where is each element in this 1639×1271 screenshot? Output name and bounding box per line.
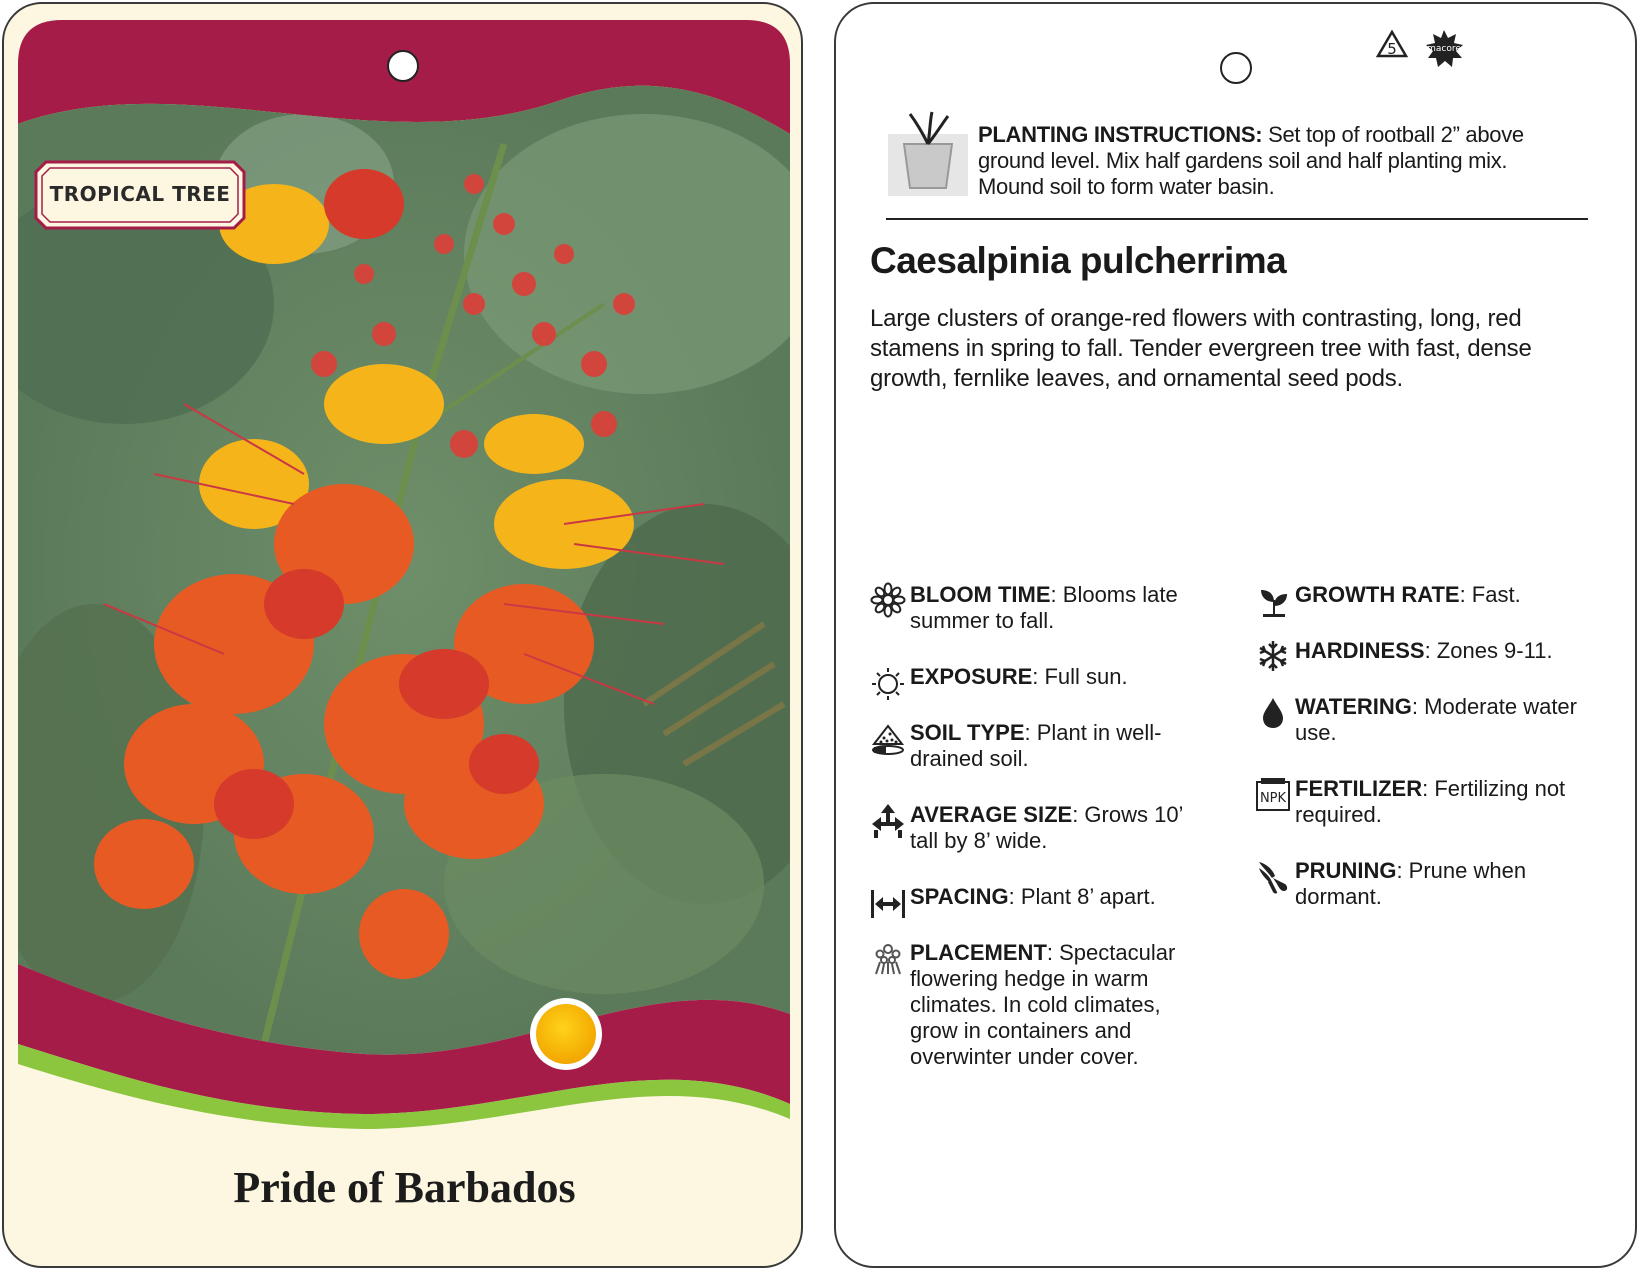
svg-text:5: 5 <box>1387 40 1397 58</box>
planting-text: Set top of rootball 2” above ground level. Mix half gardens soil and half planting mix. Mound soil to form water basin. <box>978 122 1524 199</box>
attribute-fertilizer: NPK FERTILIZER: Fertilizing not required. <box>1295 776 1615 828</box>
sun-exposure-icon <box>528 996 604 1072</box>
common-name: Pride of Barbados <box>233 1163 576 1212</box>
npk-icon <box>1255 776 1291 812</box>
plant-tag-front <box>2 2 803 1268</box>
botanical-name: Caesalpinia pulcherrima <box>870 240 1287 281</box>
planting-label: PLANTING INSTRUCTIONS: <box>978 122 1263 147</box>
category-label: TROPICAL TREE <box>49 182 231 206</box>
spacing-icon <box>870 884 906 920</box>
attribute-bloom-time: BLOOM TIME: Blooms late summer to fall. <box>910 582 1210 634</box>
svg-text:NPK: NPK <box>1259 791 1287 806</box>
water-drop-icon <box>1255 694 1291 730</box>
planting-instructions <box>978 122 1578 200</box>
placement-icon <box>870 940 906 976</box>
sun-icon <box>870 664 906 700</box>
plant-description: Large clusters of orange-red flowers with contrasting, long, red stamens in spring to fall. Tender evergreen tree with fast, dense growth, fernlike leaves, and ornamental seed pods. <box>870 305 1532 392</box>
hang-hole <box>1220 52 1252 84</box>
category-badge <box>34 160 246 230</box>
sprout-icon <box>1255 582 1291 618</box>
soil-icon <box>870 720 906 756</box>
snowflake-icon <box>1255 638 1291 674</box>
attribute-hardiness: HARDINESS: Zones 9-11. <box>1295 638 1615 664</box>
attribute-placement: PLACEMENT: Spectacular flowering hedge in warm climates. In cold climates, grow in containers and overwinter under cover. <box>910 940 1210 1070</box>
size-arrows-icon <box>870 802 906 838</box>
attribute-growth-rate: GROWTH RATE: Fast. <box>1295 582 1615 608</box>
recycle-icon <box>1372 26 1472 70</box>
hang-hole <box>387 50 419 82</box>
attribute-average-size: AVERAGE SIZE: Grows 10’ tall by 8’ wide. <box>910 802 1210 854</box>
svg-text:macore: macore <box>1427 44 1461 54</box>
attribute-soil-type: SOIL TYPE: Plant in well-drained soil. <box>910 720 1210 772</box>
attribute-watering: WATERING: Moderate water use. <box>1295 694 1615 746</box>
planting-pot-icon <box>886 108 970 200</box>
attribute-pruning: PRUNING: Prune when dormant. <box>1295 858 1615 910</box>
pruners-icon <box>1255 858 1291 894</box>
plant-tag-back <box>834 2 1637 1268</box>
attribute-exposure: EXPOSURE: Full sun. <box>910 664 1210 690</box>
divider <box>886 218 1588 220</box>
attribute-spacing: SPACING: Plant 8’ apart. <box>910 884 1210 910</box>
flower-icon <box>870 582 906 618</box>
